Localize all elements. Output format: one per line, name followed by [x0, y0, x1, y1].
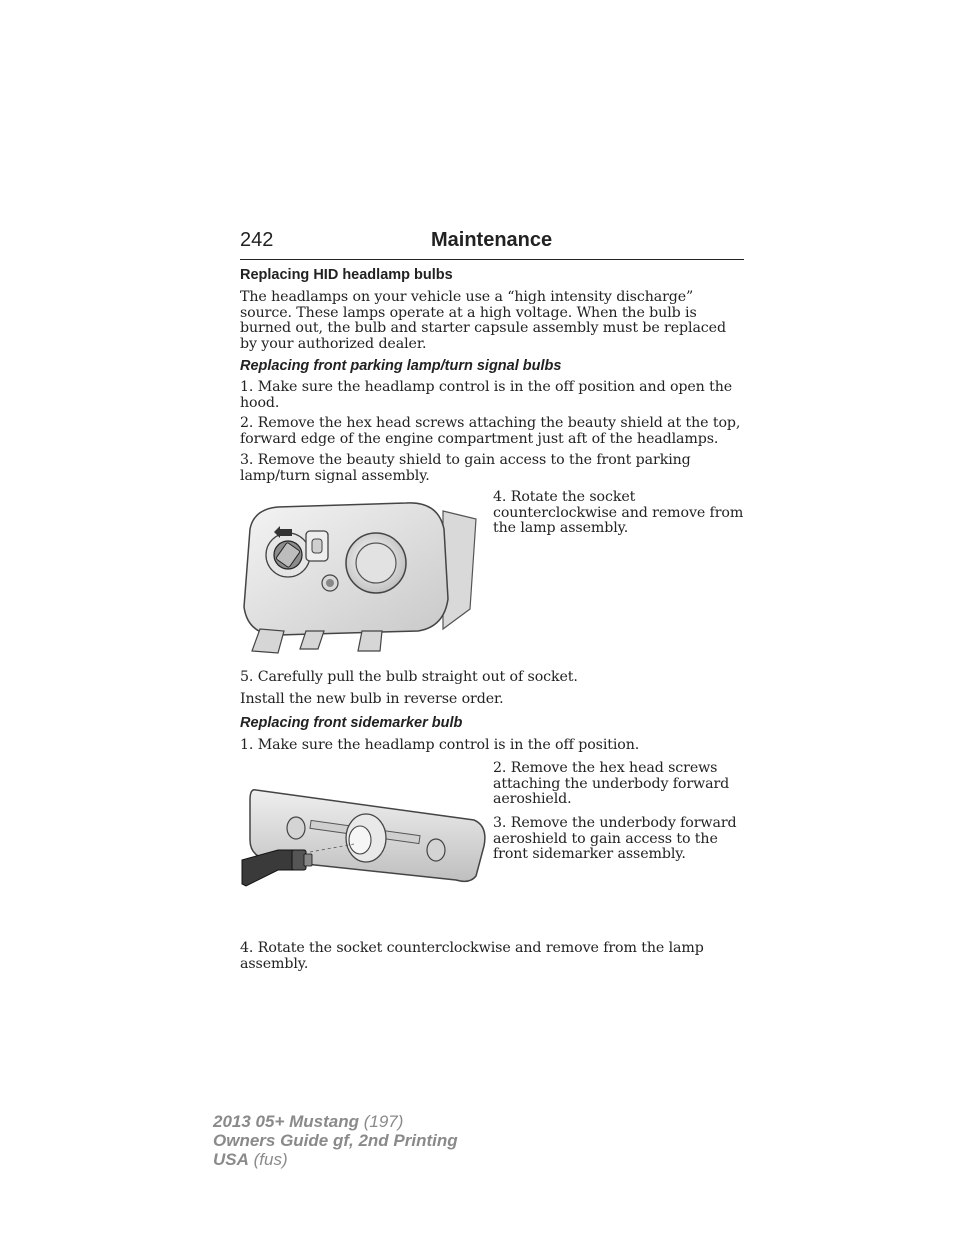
footer-line-1 [213, 1112, 458, 1131]
parking-step-5: 5. Carefully pull the bulb straight out of socket. [240, 669, 578, 685]
footer-market-code: (fus) [253, 1150, 288, 1169]
sidemarker-step-2: 2. Remove the hex head screws attaching the underbody forward aeroshield. [493, 760, 730, 807]
sidemarker-step-1: 1. Make sure the headlamp control is in the off position. [240, 737, 640, 753]
sidemarker-heading: Replacing front sidemarker bulb [240, 715, 463, 731]
parking-step-4: 4. Rotate the socket counterclockwise and remove from the lamp assembly. [493, 489, 744, 536]
footer-market: USA [213, 1150, 249, 1169]
footer-line-3 [213, 1150, 458, 1169]
footer-model-code: (197) [363, 1112, 404, 1131]
footer [213, 1112, 458, 1169]
sidemarker-step-4: 4. Rotate the socket counterclockwise and remove from the lamp assembly. [240, 940, 704, 972]
header-rule [240, 259, 744, 260]
parking-step-1: 1. Make sure the headlamp control is in the off position and open the hood. [240, 379, 733, 411]
parking-heading: Replacing front parking lamp/turn signal bulbs [240, 358, 562, 374]
page-number: 242 [240, 229, 274, 251]
page-title: Maintenance [431, 229, 553, 251]
sidemarker-illustration [238, 780, 490, 892]
parking-lamp-illustration [238, 489, 488, 657]
hid-heading: Replacing HID headlamp bulbs [240, 267, 453, 283]
footer-line-2 [213, 1131, 458, 1150]
parking-step-3: 3. Remove the beauty shield to gain access to the front parking lamp/turn signal assembly. [240, 452, 691, 484]
footer-model: 2013 05+ Mustang [213, 1112, 359, 1131]
hid-body: The headlamps on your vehicle use a “high intensity discharge” source. These lamps operate at a high voltage. When the bulb is burned out, the bulb and starter capsule assembly must be replaced by your authorized dealer. [240, 289, 726, 352]
parking-step-2: 2. Remove the hex head screws attaching the beauty shield at the top, forward edge of the engine compartment just aft of the headlamps. [240, 415, 741, 447]
parking-install-note: Install the new bulb in reverse order. [240, 691, 504, 707]
sidemarker-step-3: 3. Remove the underbody forward aeroshield to gain access to the front sidemarker assembly. [493, 815, 737, 862]
footer-guide: Owners Guide gf, 2nd Printing [213, 1131, 458, 1150]
